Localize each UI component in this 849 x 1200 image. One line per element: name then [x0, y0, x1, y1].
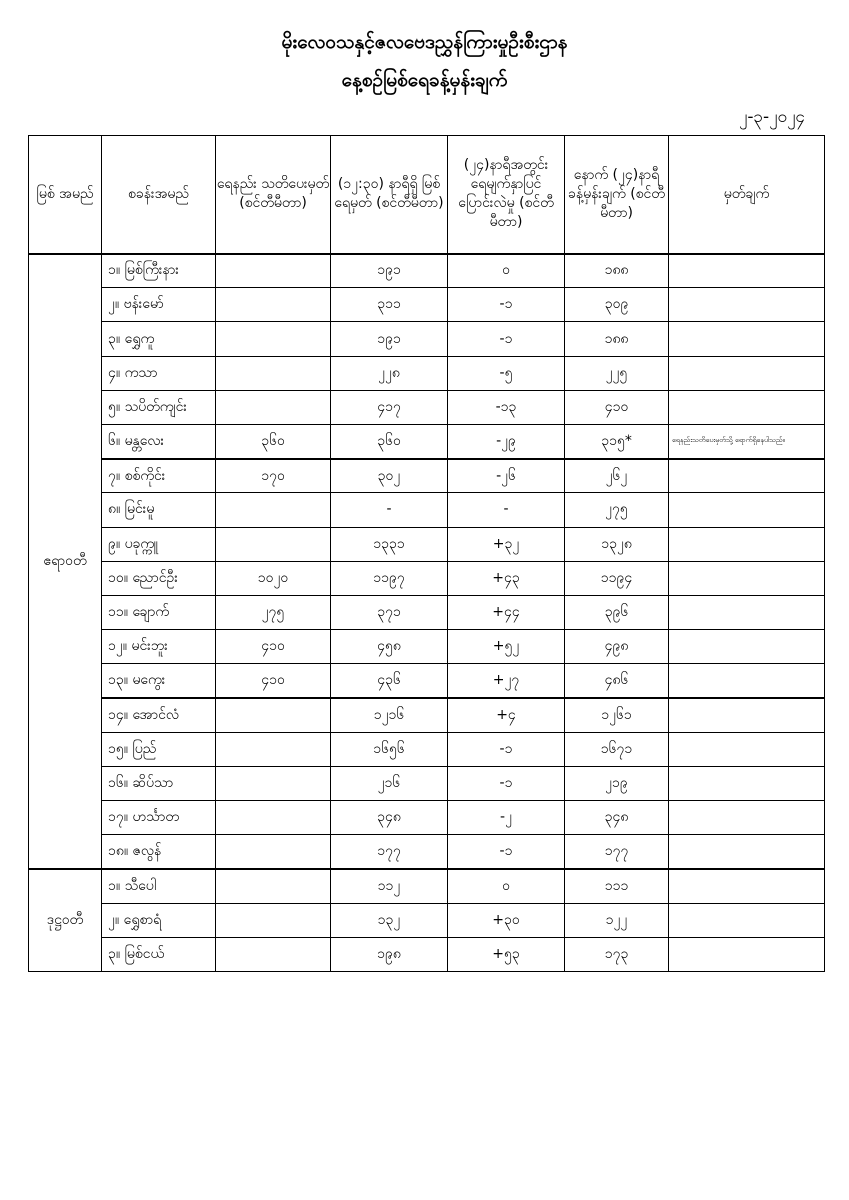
- forecast-cell: ၂၇၅: [565, 493, 669, 527]
- observed-level-cell: ၄၃၆: [331, 664, 448, 698]
- forecast-cell: ၄၉၈: [565, 630, 669, 664]
- change-cell: -၁၃: [448, 390, 565, 424]
- station-name-cell: ၁။ သီပေါ: [102, 869, 216, 903]
- danger-level-cell: [216, 322, 331, 356]
- danger-level-cell: [216, 527, 331, 561]
- table-row: [29, 527, 825, 561]
- table-row: [29, 698, 825, 732]
- change-cell: +၅၂: [448, 630, 565, 664]
- danger-level-cell: ၁၀၂၀: [216, 561, 331, 595]
- station-name-cell: ၁၆။ ဆိပ်သာ: [102, 766, 216, 800]
- table-row: [29, 630, 825, 664]
- table-row: [29, 766, 825, 800]
- table-row: [29, 732, 825, 766]
- remark-cell: [669, 937, 825, 971]
- remark-cell: [669, 732, 825, 766]
- change-cell: +၃၂: [448, 527, 565, 561]
- danger-level-cell: ၃၆၀: [216, 424, 331, 458]
- table-row: [29, 459, 825, 493]
- remark-cell: [669, 903, 825, 937]
- station-name-cell: ၂။ ရွှေစာရံ: [102, 903, 216, 937]
- table-body: [29, 254, 825, 972]
- station-name-cell: ၃။ မြစ်ငယ်: [102, 937, 216, 971]
- forecast-cell: ၁၈၈: [565, 254, 669, 288]
- change-cell: -၂၆: [448, 459, 565, 493]
- danger-level-cell: ၂၇၅: [216, 595, 331, 629]
- table-row: [29, 903, 825, 937]
- table-row: [29, 356, 825, 390]
- station-name-cell: ၁၁။ ချောက်: [102, 595, 216, 629]
- danger-level-cell: [216, 288, 331, 322]
- danger-level-cell: [216, 937, 331, 971]
- report-date: ၂-၃-၂၀၂၄: [738, 107, 805, 127]
- observed-level-cell: ၁၇၇: [331, 835, 448, 869]
- table-row: [29, 561, 825, 595]
- table-row: [29, 801, 825, 835]
- table-row: [29, 424, 825, 458]
- table-row: [29, 254, 825, 288]
- change-cell: -၁: [448, 835, 565, 869]
- change-cell: +၂၇: [448, 664, 565, 698]
- change-cell: -၁: [448, 288, 565, 322]
- forecast-cell: ၁၁၁: [565, 869, 669, 903]
- observed-level-cell: ၃၀၂: [331, 459, 448, 493]
- forecast-cell: ၂၆၂: [565, 459, 669, 493]
- header-change: (၂၄)နာရီအတွင်း ရေမျက်နှာပြင် ပြောင်းလဲမှု (စင်တီမီတာ): [448, 136, 565, 254]
- danger-level-cell: [216, 356, 331, 390]
- forecast-cell: ၁၈၈: [565, 322, 669, 356]
- station-name-cell: ၄။ ကသာ: [102, 356, 216, 390]
- danger-level-cell: [216, 801, 331, 835]
- remark-cell: [669, 766, 825, 800]
- forecast-cell: ၁၇၇: [565, 835, 669, 869]
- forecast-cell: ၃၁၅*: [565, 424, 669, 458]
- table-row: [29, 595, 825, 629]
- remark-cell: [669, 630, 825, 664]
- forecast-cell: ၁၂၆၁: [565, 698, 669, 732]
- table-row: [29, 869, 825, 903]
- station-name-cell: ၆။ မန္တလေး: [102, 424, 216, 458]
- observed-level-cell: ၁၉၁: [331, 254, 448, 288]
- danger-level-cell: ၁၇၀: [216, 459, 331, 493]
- station-name-cell: ၈။ မြင်းမူ: [102, 493, 216, 527]
- remark-cell: ရေနည်းသတိပေးမှတ်သို့ ရောက်ရှိနေပါသည်။: [669, 424, 825, 458]
- station-name-cell: ၁၈။ ဇလွန်: [102, 835, 216, 869]
- remark-cell: [669, 390, 825, 424]
- station-name-cell: ၁၂။ မင်းဘူး: [102, 630, 216, 664]
- forecast-cell: ၄၁၀: [565, 390, 669, 424]
- forecast-cell: ၃၀၉: [565, 288, 669, 322]
- danger-level-cell: [216, 493, 331, 527]
- station-name-cell: ၁၇။ ဟင်္သာတ: [102, 801, 216, 835]
- river-name-cell: ဒုဋ္ဌဝတီ: [29, 869, 102, 972]
- header-danger-level: ရေနည်း သတိပေးမှတ် (စင်တီမီတာ): [216, 136, 331, 254]
- change-cell: -၅: [448, 356, 565, 390]
- observed-level-cell: ၃၇၁: [331, 595, 448, 629]
- station-name-cell: ၃။ ရွှေကူ: [102, 322, 216, 356]
- header-station: စခန်းအမည်: [102, 136, 216, 254]
- observed-level-cell: ၁၉၁: [331, 322, 448, 356]
- header-observed: (၁၂:၃၀) နာရီရှိ မြစ်ရေမှတ် (စင်တီမီတာ): [331, 136, 448, 254]
- remark-cell: [669, 356, 825, 390]
- station-name-cell: ၇။ စစ်ကိုင်း: [102, 459, 216, 493]
- observed-level-cell: ၃၆၀: [331, 424, 448, 458]
- observed-level-cell: ၁၃၂: [331, 903, 448, 937]
- station-name-cell: ၂။ ဗန်းမော်: [102, 288, 216, 322]
- header-remarks: မှတ်ချက်: [669, 136, 825, 254]
- remark-cell: [669, 664, 825, 698]
- station-name-cell: ၁၅။ ပြည်: [102, 732, 216, 766]
- danger-level-cell: [216, 698, 331, 732]
- remark-cell: [669, 561, 825, 595]
- table-row: [29, 390, 825, 424]
- remark-cell: [669, 254, 825, 288]
- change-cell: +၄၃: [448, 561, 565, 595]
- change-cell: +၄၄: [448, 595, 565, 629]
- danger-level-cell: [216, 903, 331, 937]
- observed-level-cell: ၃၄၈: [331, 801, 448, 835]
- report-title: နေ့စဉ်မြစ်ရေခန့်မှန်းချက်: [341, 69, 508, 91]
- forecast-cell: ၁၇၃: [565, 937, 669, 971]
- observed-level-cell: ၂၂၈: [331, 356, 448, 390]
- forecast-cell: ၁၆၇၁: [565, 732, 669, 766]
- remark-cell: [669, 835, 825, 869]
- observed-level-cell: ၁၆၅၆: [331, 732, 448, 766]
- river-name-cell: ဧရာဝတီ: [29, 254, 102, 869]
- header-river: မြစ် အမည်: [29, 136, 102, 254]
- forecast-cell: ၁၂၂: [565, 903, 669, 937]
- forecast-cell: ၂၂၅: [565, 356, 669, 390]
- observed-level-cell: ၄၁၇: [331, 390, 448, 424]
- table-header-row: [29, 136, 825, 254]
- change-cell: +၅၃: [448, 937, 565, 971]
- department-title: မိုးလေဝသနှင့်ဇလဗေဒညွှန်ကြားမှုဦးစီးဌာန: [281, 31, 568, 53]
- observed-level-cell: ၃၁၁: [331, 288, 448, 322]
- change-cell: -: [448, 493, 565, 527]
- station-name-cell: ၉။ ပခုက္ကူ: [102, 527, 216, 561]
- table-row: [29, 288, 825, 322]
- danger-level-cell: [216, 390, 331, 424]
- observed-level-cell: ၁၉၈: [331, 937, 448, 971]
- danger-level-cell: [216, 766, 331, 800]
- river-forecast-table: [28, 135, 825, 972]
- change-cell: +၄: [448, 698, 565, 732]
- forecast-cell: ၁၁၉၄: [565, 561, 669, 595]
- change-cell: -၁: [448, 766, 565, 800]
- remark-cell: [669, 595, 825, 629]
- station-name-cell: ၅။ သပိတ်ကျင်း: [102, 390, 216, 424]
- remark-cell: [669, 801, 825, 835]
- table-row: [29, 322, 825, 356]
- header-forecast: နောက် (၂၄)နာရီ ခန့်မှန်းချက် (စင်တီမီတာ): [565, 136, 669, 254]
- change-cell: -၂: [448, 801, 565, 835]
- observed-level-cell: ၄၅၈: [331, 630, 448, 664]
- remark-cell: [669, 493, 825, 527]
- remark-cell: [669, 322, 825, 356]
- change-cell: ၀: [448, 254, 565, 288]
- change-cell: +၃၀: [448, 903, 565, 937]
- remark-cell: [669, 459, 825, 493]
- change-cell: -၁: [448, 732, 565, 766]
- danger-level-cell: [216, 732, 331, 766]
- forecast-cell: ၃၄၈: [565, 801, 669, 835]
- remark-cell: [669, 527, 825, 561]
- remark-cell: [669, 698, 825, 732]
- forecast-cell: ၂၁၉: [565, 766, 669, 800]
- danger-level-cell: ၄၁၀: [216, 630, 331, 664]
- forecast-cell: ၁၃၂၈: [565, 527, 669, 561]
- forecast-cell: ၄၈၆: [565, 664, 669, 698]
- observed-level-cell: ၁၁၂: [331, 869, 448, 903]
- observed-level-cell: ၁၂၁၆: [331, 698, 448, 732]
- observed-level-cell: ၁၁၉၇: [331, 561, 448, 595]
- observed-level-cell: -: [331, 493, 448, 527]
- remark-cell: [669, 869, 825, 903]
- station-name-cell: ၁။ မြစ်ကြီးနား: [102, 254, 216, 288]
- danger-level-cell: [216, 835, 331, 869]
- table-row: [29, 493, 825, 527]
- change-cell: -၁: [448, 322, 565, 356]
- forecast-cell: ၃၉၆: [565, 595, 669, 629]
- remark-cell: [669, 288, 825, 322]
- danger-level-cell: [216, 869, 331, 903]
- observed-level-cell: ၂၁၆: [331, 766, 448, 800]
- station-name-cell: ၁၃။ မကွေး: [102, 664, 216, 698]
- table-row: [29, 835, 825, 869]
- change-cell: ၀: [448, 869, 565, 903]
- danger-level-cell: [216, 254, 331, 288]
- station-name-cell: ၁၀။ ညောင်ဦး: [102, 561, 216, 595]
- table-row: [29, 664, 825, 698]
- danger-level-cell: ၄၁၀: [216, 664, 331, 698]
- change-cell: -၂၉: [448, 424, 565, 458]
- table-row: [29, 937, 825, 971]
- observed-level-cell: ၁၃၃၁: [331, 527, 448, 561]
- station-name-cell: ၁၄။ အောင်လံ: [102, 698, 216, 732]
